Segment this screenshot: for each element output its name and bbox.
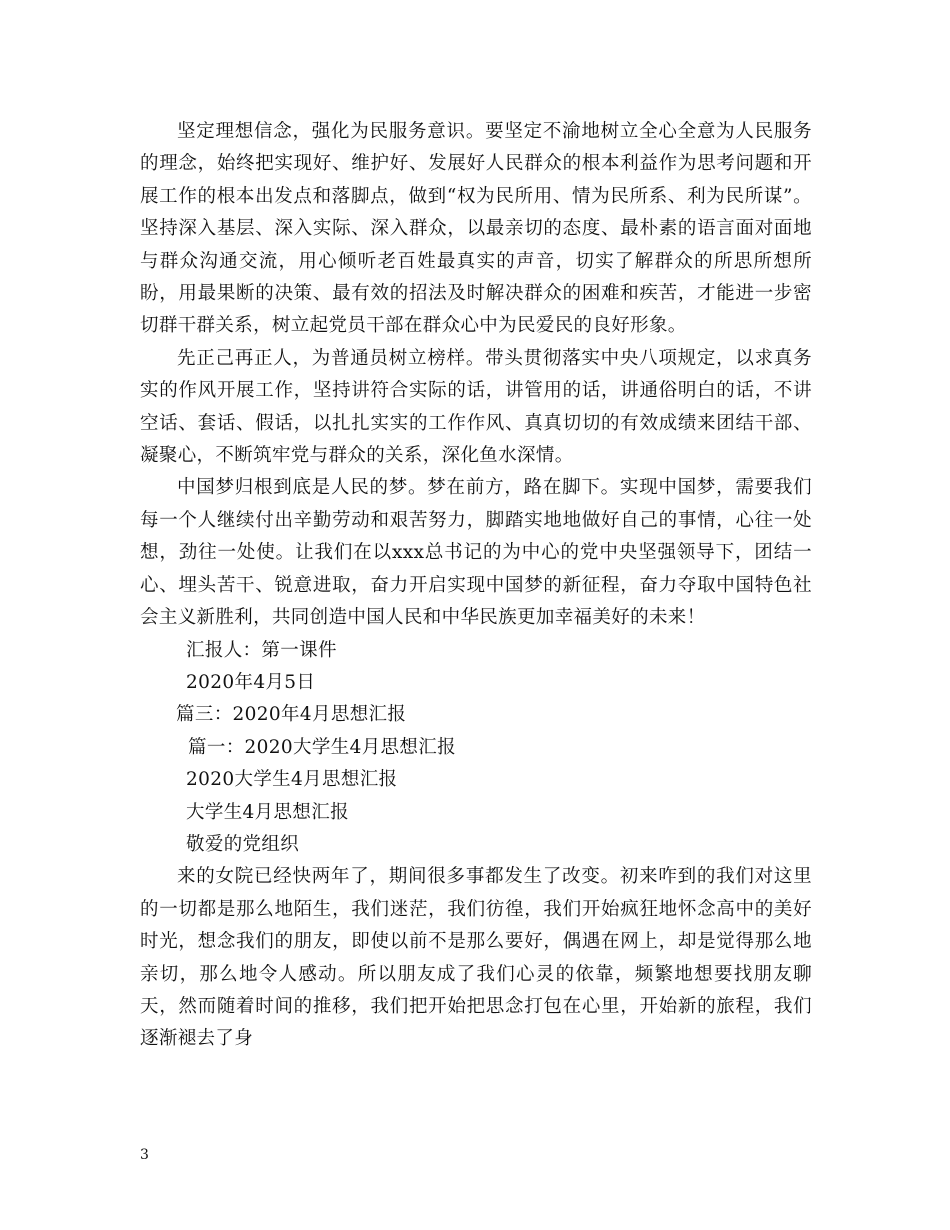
paragraph-example: 先正己再正人，为普通员树立榜样。带头贯彻落实中央八项规定，以求真务实的作风开展工作，坚持讲符合实际的话，讲管用的话，讲通俗明白的话，不讲空话、套话、假话，以扎扎实实的工作作风、真真切切的有效成绩来团结干部、凝聚心，不断筑牢党与群众的关系，深化鱼水深情。: [140, 347, 812, 467]
report-title-line: 2020大学生4月思想汇报: [186, 769, 398, 791]
date-line: 2020年4月5日: [186, 671, 316, 693]
paragraph-ideals: 坚定理想信念，强化为民服务意识。要坚定不渝地树立全心全意为人民服务的理念，始终把实现好、维护好、发展好人民群众的根本利益作为思考问题和开展工作的根本出发点和落脚点，做到“权为民所用、情为民所系、利为民所谋”。坚持深入基层、深入实际、深入群众，以最亲切的态度、最朴素的语言面对面地与群众沟通交流，用心倾听老百姓最真实的声音，切实了解群众的所思所想所盼，用最果断的决策、最有效的招法及时解决群众的困难和疾苦，才能进一步密切群干群关系，树立起党员干部在群众心中为民爱民的良好形象。: [140, 121, 812, 337]
reporter-line: 汇报人：第一课件: [186, 639, 337, 661]
salutation-line: 敬爱的党组织: [186, 833, 300, 855]
chapter-three-heading: 篇三：2020年4月思想汇报: [176, 704, 407, 726]
report-subtitle-line: 大学生4月思想汇报: [186, 801, 349, 823]
document-body: [140, 116, 812, 1056]
paragraph-china-dream: 中国梦归根到底是人民的梦。梦在前方，路在脚下。实现中国梦，需要我们每一个人继续付出辛勤劳动和艰苦努力，脚踏实地地做好自己的事情，心往一处想，劲往一处使。让我们在以xxx总书记的为中心的党中央坚强领导下，团结一心、埋头苦干、锐意进取，奋力开启实现中国梦的新征程，奋力夺取中国特色社会主义新胜利，共同创造中国人民和中华民族更加幸福美好的未来！: [140, 477, 812, 629]
page-number: 3: [140, 1147, 149, 1163]
chapter-one-heading: 篇一：2020大学生4月思想汇报: [188, 736, 456, 758]
paragraph-campus-life: 来的女院已经快两年了，期间很多事都发生了改变。初来咋到的我们对这里的一切都是那么地陌生，我们迷茫，我们彷徨，我们开始疯狂地怀念高中的美好时光，想念我们的朋友，即使以前不是那么要好，偶遇在网上，却是觉得那么地亲切，那么地令人感动。所以朋友成了我们心灵的依靠，频繁地想要找朋友聊天，然而随着时间的推移，我们把开始把思念打包在心里，开始新的旅程，我们逐渐褪去了身: [140, 866, 812, 1050]
